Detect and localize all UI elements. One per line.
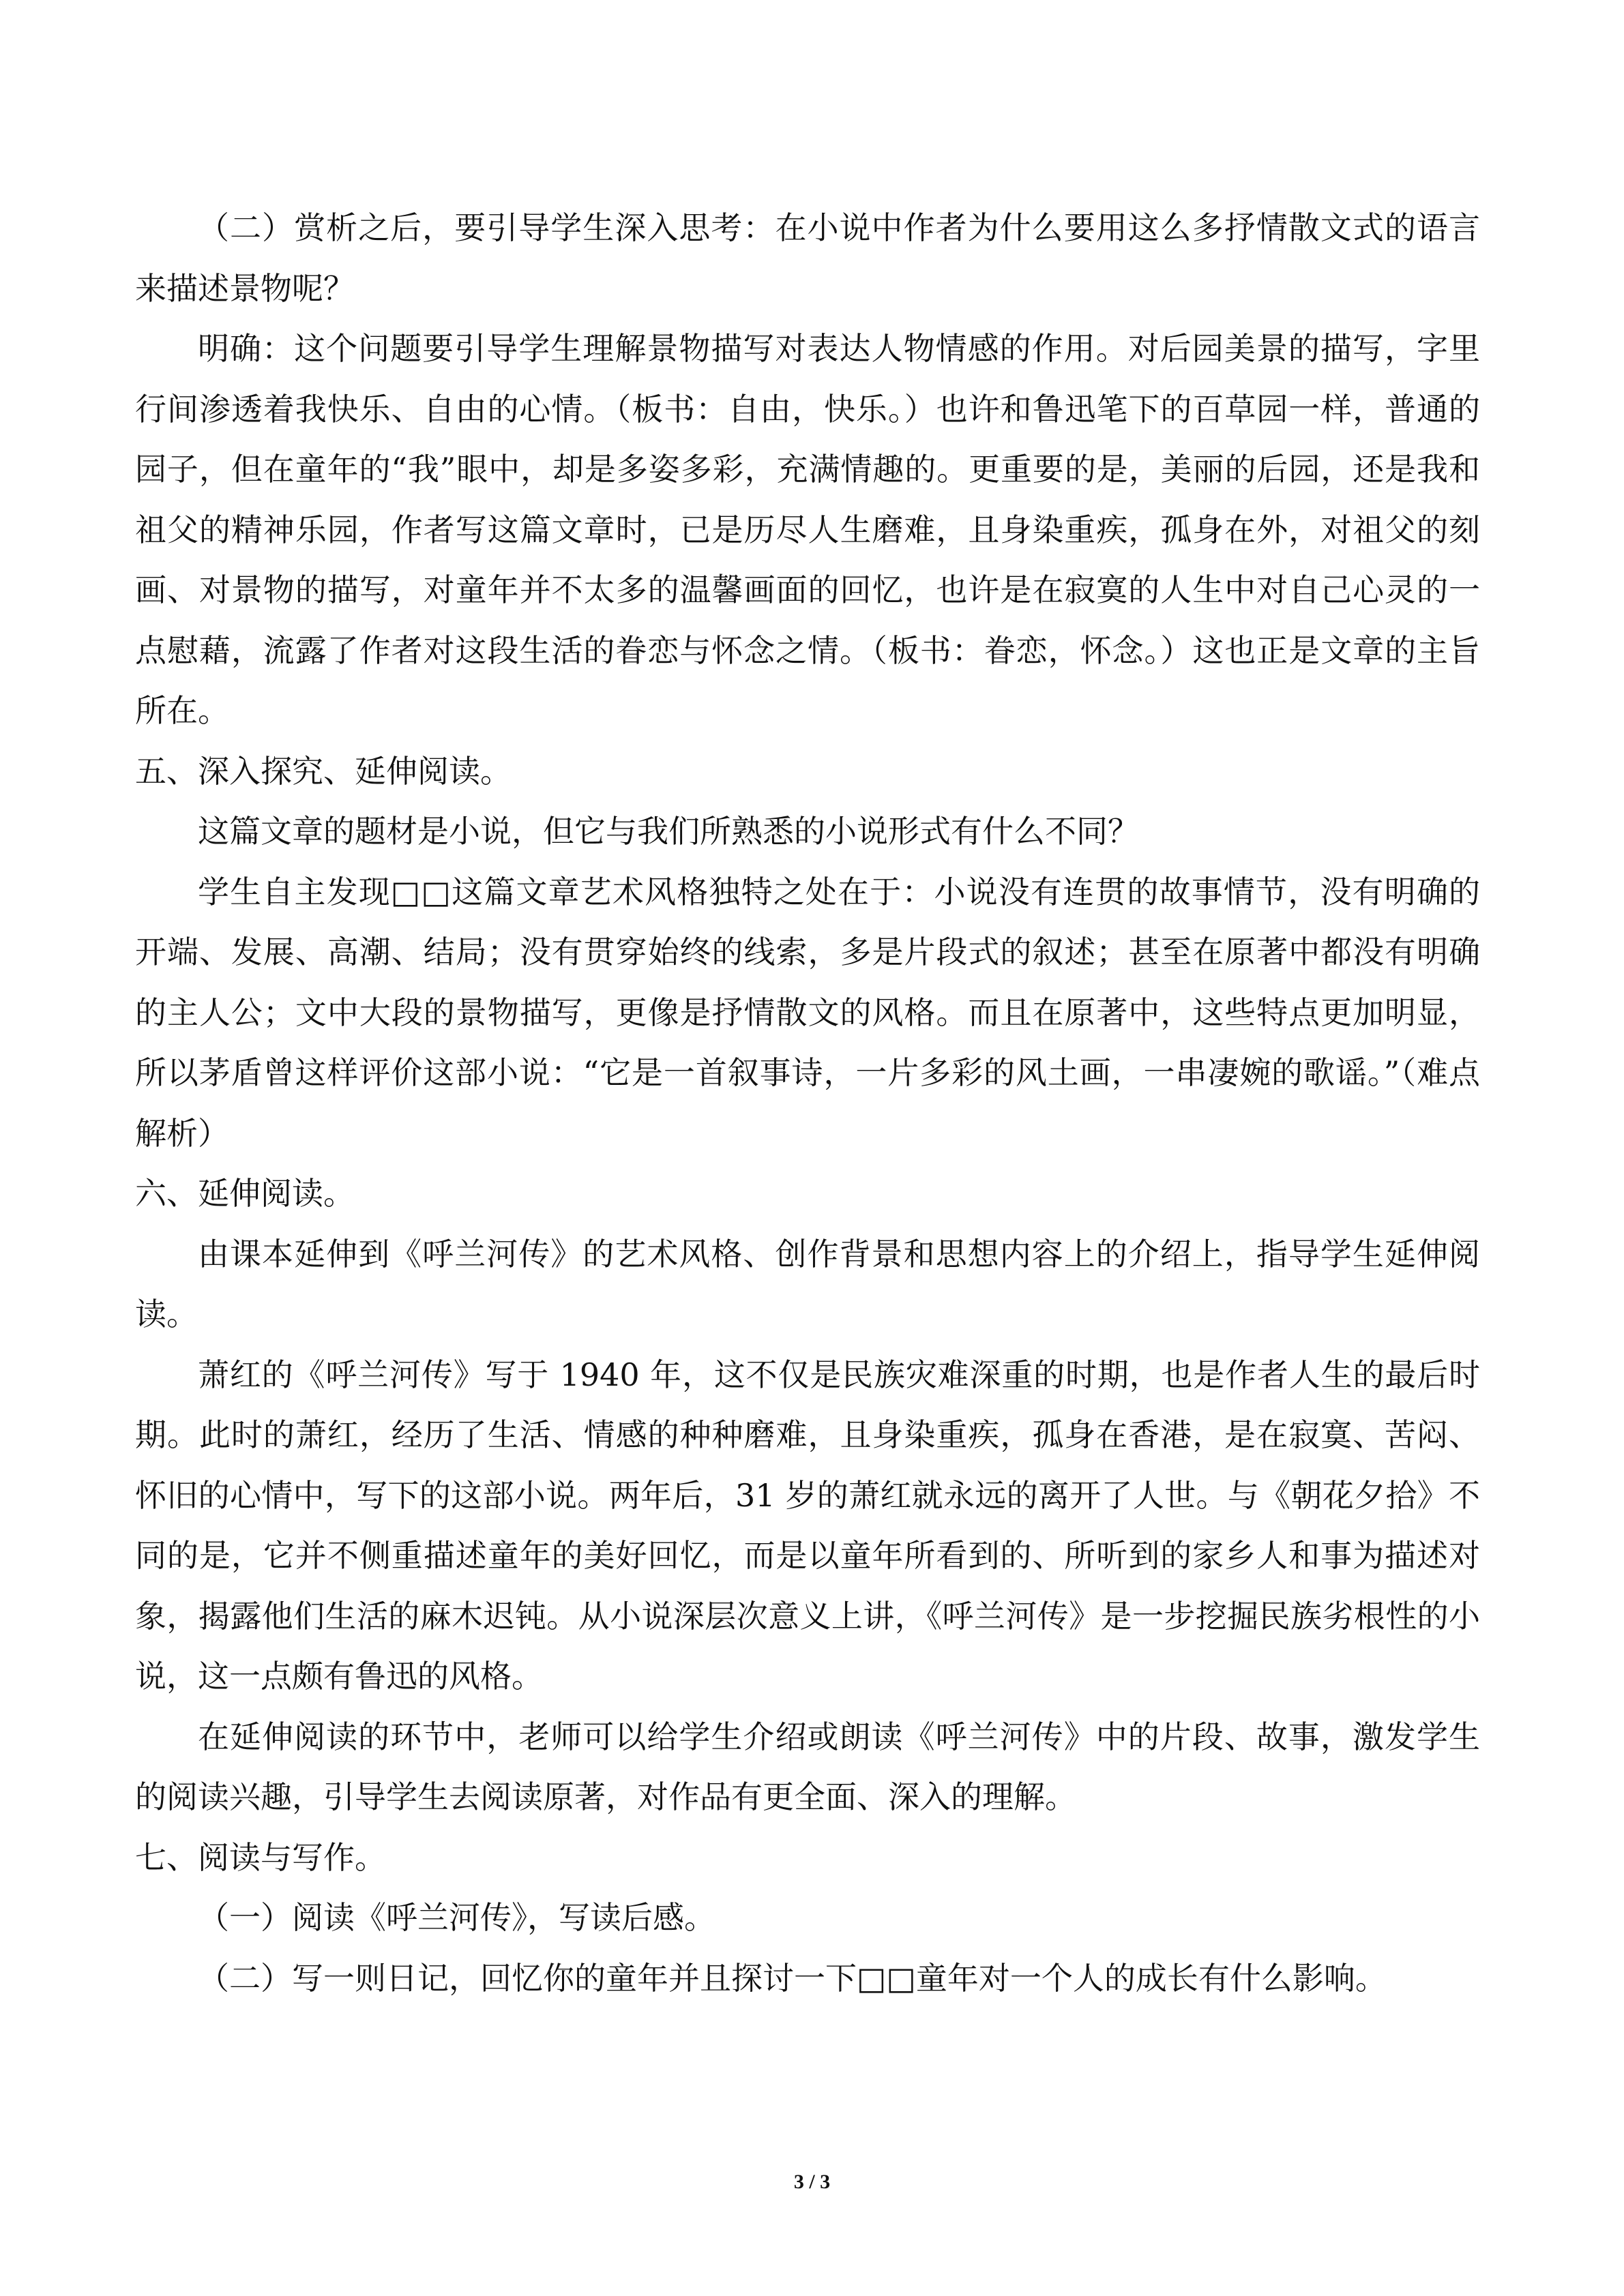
paragraph-student-discovery: 学生自主发现□□这篇文章艺术风格独特之处在于：小说没有连贯的故事情节，没有明确的开端、发展、高潮、结局；没有贯穿始终的线索，多是片段式的叙述；甚至在原著中都没有明确的主人公；文中大段的景物描写，更像是抒情散文的风格。而且在原著中，这些特点更加明显，所以茅盾曾这样评价这部小说：“它是一首叙事诗，一片多彩的风土画，一串凄婉的歌谣。”（难点解析） [135, 873, 1480, 1152]
document-body [135, 198, 1480, 2008]
section-heading-5: 五、深入探究、延伸阅读。 [135, 752, 512, 790]
assignment-reading: （一）阅读《呼兰河传》，写读后感。 [198, 1899, 715, 1936]
page-number: 3 / 3 [793, 2171, 831, 2193]
paragraph-appreciation-question: （二）赏析之后，要引导学生深入思考：在小说中作者为什么要用这么多抒情散文式的语言来描述景物呢？ [135, 209, 1480, 307]
paragraph-reading-guidance: 在延伸阅读的环节中，老师可以给学生介绍或朗读《呼兰河传》中的片段、故事，激发学生的阅读兴趣，引导学生去阅读原著，对作品有更全面、深入的理解。 [135, 1718, 1480, 1815]
paragraph-extension-intro: 由课本延伸到《呼兰河传》的艺术风格、创作背景和思想内容上的介绍上，指导学生延伸阅读。 [135, 1235, 1480, 1332]
paragraph-genre-question: 这篇文章的题材是小说，但它与我们所熟悉的小说形式有什么不同？ [198, 813, 1139, 850]
paragraph-background: 萧红的《呼兰河传》写于 1940 年，这不仅是民族灾难深重的时期，也是作者人生的最后时期。此时的萧红，经历了生活、情感的种种磨难，且身染重疾，孤身在香港，是在寂寞、苦闷、怀旧的心情中，写下的这部小说。两年后，31 岁的萧红就永远的离开了人世。与《朝花夕拾》不同的是，它并不侧重描述童年的美好回忆，而是以童年所看到的、所听到的家乡人和事为描述对象，揭露他们生活的麻木迟钝。从小说深层次意义上讲，《呼兰河传》是一步挖掘民族劣根性的小说，这一点颇有鲁迅的风格。 [135, 1356, 1480, 1695]
paragraph-clarification: 明确：这个问题要引导学生理解景物描写对表达人物情感的作用。对后园美景的描写，字里行间渗透着我快乐、自由的心情。（板书：自由，快乐。）也许和鲁迅笔下的百草园一样，普通的园子，但在童年的“我”眼中，却是多姿多彩，充满情趣的。更重要的是，美丽的后园，还是我和祖父的精神乐园，作者写这篇文章时，已是历尽人生磨难，且身染重疾，孤身在外，对祖父的刻画、对景物的描写，对童年并不太多的温馨画面的回忆，也许是在寂寞的人生中对自己心灵的一点慰藉，流露了作者对这段生活的眷恋与怀念之情。（板书：眷恋，怀念。）这也正是文章的主旨所在。 [135, 330, 1480, 729]
section-heading-6: 六、延伸阅读。 [135, 1175, 355, 1212]
section-heading-7: 七、阅读与写作。 [135, 1838, 386, 1876]
assignment-diary: （二）写一则日记，回忆你的童年并且探讨一下□□童年对一个人的成长有什么影响。 [198, 1959, 1387, 1997]
